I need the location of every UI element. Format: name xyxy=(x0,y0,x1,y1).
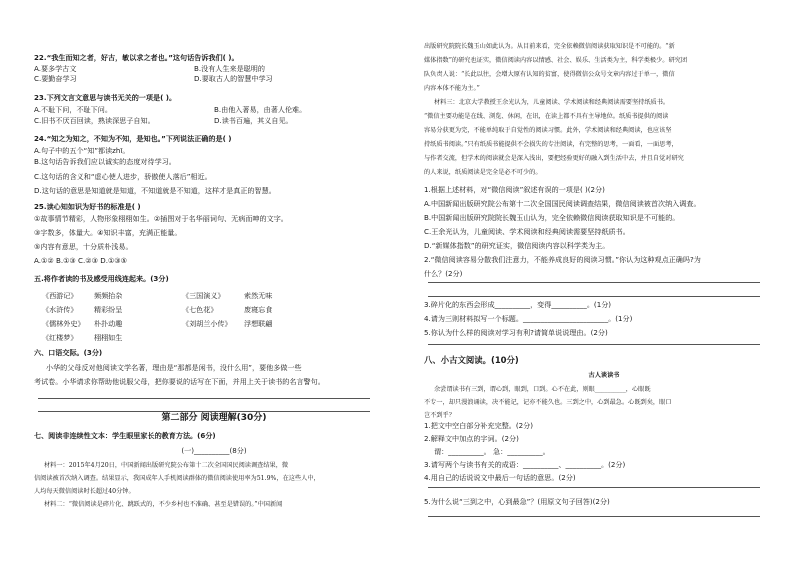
book-item: 《刘胡兰小传》 xyxy=(182,319,232,328)
book-item: 《水浒传》 xyxy=(42,305,78,314)
answer-line[interactable] xyxy=(428,344,760,345)
feeling-item: 废寝忘食 xyxy=(244,305,273,314)
q25-stem: 25.读心知如识为好书的标准是( ) xyxy=(34,202,141,211)
reading-q3: 3.碎片化的东西会形成__________，变得__________。(1分) xyxy=(424,300,612,309)
material-2-line1: 材料二：“微信阅读是碎片化、跳跃式的，不少乡村也不准确、甚至是错误的。”中国新闻 xyxy=(44,501,283,508)
section-6-para1: 小华的父母反对他阅读文学名著，理由是“那都是闲书，没什么用”，要他多做一些 xyxy=(46,363,302,372)
material-3-line3: 容易分获更为完，不能单纯取于自觉性的阅读习惯。此外，学术阅读和经典阅读，也应该坚 xyxy=(424,127,672,134)
passage-q2-answers[interactable]: 谓：__________。 急：__________。 xyxy=(434,447,550,456)
book-item: 《红楼梦》 xyxy=(42,333,78,342)
passage-line2: 不专一，却只漫浪诵读，决不能记，记亦不能久也。三到之中，心到最急。心既到矣，眼口 xyxy=(424,399,672,406)
reading-q1-option-d: D.“新媒体指数”的研究证实，微信阅读内容以科学类为主。 xyxy=(424,241,610,250)
section-6-title: 六、口语交际。(3分) xyxy=(34,348,103,357)
reading-q2-stem-cont: 什么？(2分) xyxy=(424,269,463,278)
reading-q1-option-a: A.中国新闻出版研究院公布第十二次全国国民阅读调查结果，微信阅读被首次纳入调查。 xyxy=(424,199,701,208)
q23-option-d: D.读书百遍，其义自见。 xyxy=(214,116,293,125)
passage-line1: 余尝谓读书有三到，谓心到，眼到，口到。心不在此，则眼__________，心眼既 xyxy=(434,386,651,393)
material-3-line5: 与作者交流，但学术的阅读就会是深入浅出，要把经验更好的融入到生活中去，并且自觉对研究 xyxy=(424,155,684,162)
material-2-line3: 媒体指数”的研究也证实，微信阅读内容以情感、社会、娱乐、生活类为主，科学类极少。研究团 xyxy=(424,57,688,64)
passage-q2: 2.解释文中加点的字词。(2分) xyxy=(424,434,519,443)
feeling-item: 栩栩如生 xyxy=(94,333,123,342)
material-3-line6: 的人来说，纸质阅读是完全是必不可少的。 xyxy=(424,169,542,176)
book-item: 《西游记》 xyxy=(42,291,78,300)
q25-line1: ①故事情节精彩，人物形象栩栩如生。②插图对于名华丽词句、无病而呻的文字。 xyxy=(34,214,288,223)
reading-q1-stem: 1.根据上述材料，对“微信阅读”叙述有误的一项是( )(2分) xyxy=(424,185,605,194)
feeling-item: 精彩纷呈 xyxy=(94,305,123,314)
section-8-title: 八、小古文阅读。(10分) xyxy=(424,355,519,365)
q24-stem: 24.“知之为知之，不知为不知，是知也。”下列说法正确的是( ) xyxy=(34,134,232,143)
q25-line3: ⑤内容有意思，十分质朴浅易。 xyxy=(34,242,133,251)
q22-option-c: C.要勤奋学习 xyxy=(34,74,77,83)
book-item: 《三国演义》 xyxy=(182,291,225,300)
reading-q1-option-c: C.王余光认为，儿童阅读、学术阅读和经典阅读需要坚持纸质书。 xyxy=(424,227,630,236)
reading-q1-option-b: B.中国新闻出版研究院院长魏玉山认为，完全依赖微信阅读获取知识是不可能的。 xyxy=(424,213,680,222)
q23-option-b: B.由他入著易，由著人伦难。 xyxy=(214,105,307,114)
passage-q4: 4.用自己的话说说文中最后一句话的意思。(2分) xyxy=(424,473,576,482)
material-1-line1: 材料一：2015年4月20日，中国新闻出版研究院公布第十二次全国国民阅读调查结果，微 xyxy=(44,462,289,469)
material-3-line4: 持纸质书阅读。”只有纸质书能提供不会损失的专注阅读，有完整的思考，一面看，一面思考， xyxy=(424,141,678,148)
feeling-item: 频频抬杂 xyxy=(94,291,123,300)
answer-line[interactable] xyxy=(428,516,760,517)
q24-option-b: B.这句话告诉我们应以诚实的态度对待学习。 xyxy=(34,157,176,166)
reading-q5: 5.你认为什么样的阅读对学习有利?请简单说说理由。(2分) xyxy=(424,328,608,337)
q22-option-d: D.要取古人的智慧中学习 xyxy=(194,74,273,83)
passage-line3: 岂不到乎？ xyxy=(424,412,455,419)
answer-line[interactable] xyxy=(38,398,370,399)
passage-q3: 3.请写两个与读书有关的成语：__________、__________。(2分) xyxy=(424,460,626,469)
feeling-item: 朴扑动趣 xyxy=(94,319,123,328)
part-2-title: 第二部分 阅读理解(30分) xyxy=(161,413,267,423)
material-3-line1: 材料三：北京大学教授王余光认为，儿童阅读、学术阅读和经典阅读需要坚持纸质书。 xyxy=(434,99,670,106)
reading-q2-stem: 2.“微信阅读容易分散我们注意力，不能养成良好的阅读习惯。”你认为这种观点正确吗?为 xyxy=(424,255,701,264)
section-7-title: 七、阅读非连续性文本：学生眼里家长的教育方法。(6分) xyxy=(34,431,216,440)
material-2-line2: 出版研究院院长魏玉山如此认为。从目前来看，完全依赖微信阅读获取知识是不可能的。“新 xyxy=(424,43,675,50)
feeling-item: 索然无味 xyxy=(244,291,273,300)
q25-options: A.①② B.①③ C.②③ D.①③⑤ xyxy=(34,256,128,265)
material-1-line2: 信阅读被首次纳入调查。结果显示，我国成年人手机阅读群体的微信阅读使用率为51.9%，在这些人中， xyxy=(34,475,320,482)
q23-stem: 23.下列文言文意思与读书无关的一项是( )。 xyxy=(34,93,177,102)
book-item: 《七色花》 xyxy=(182,305,218,314)
reading-q4: 4.请为三则材料拟写一个标题。________________________。(1分) xyxy=(424,314,633,323)
passage-q5: 5.为什么说“三到之中，心到最急”？(用原文句子回答)(2分) xyxy=(424,497,610,506)
q24-option-a: A.句子中的五个“知”都读zhī。 xyxy=(34,146,130,155)
q24-option-c: C.这句话的含义和“虚心使人进步，骄傲使人落后”相近。 xyxy=(34,172,212,181)
q23-option-c: C.旧书不厌百回读，熟读深思子自知。 xyxy=(34,116,155,125)
q22-option-b: B.没有人生来是聪明的 xyxy=(194,64,265,73)
book-item: 《儒林外史》 xyxy=(42,319,85,328)
q22-option-a: A.要多学古文 xyxy=(34,64,77,73)
section-6-para2: 考试卷。小华请求你帮助他说服父母，把你要说的话写在下面，并用上关于读书的名言警句。 xyxy=(34,377,325,386)
section-5-title: 五.将作者读的书及感受用线连起来。(3分) xyxy=(34,274,169,283)
material-2-line4: 队负责人说：“长此以往，会增大原有认知的贫富，使得微信公众号文章内容过于单一，微信 xyxy=(424,71,675,78)
material-2-line5: 内容本体不能为主。” xyxy=(424,85,480,92)
material-1-line3: 人均每天微信阅读时长超过40分钟。 xyxy=(34,488,135,495)
answer-line[interactable] xyxy=(428,296,760,297)
feeling-item: 浮想联翩 xyxy=(244,319,273,328)
q24-option-d: D.这句话的意思是知道就是知道，不知道就是不知道，这样才是真正的智慧。 xyxy=(34,186,276,195)
answer-line[interactable] xyxy=(428,282,760,283)
material-3-line2: “微信主要功能是在线、浏览、休闲，在讯，在读上都不具有主导地位。纸质书提供的阅读 xyxy=(424,113,669,120)
answer-line[interactable] xyxy=(428,487,760,488)
passage-title: 古人谈读书 xyxy=(588,372,620,379)
q22-stem: 22.“我生而知之者，好古，敏以求之者也。”这句话告诉我们( )。 xyxy=(34,53,239,62)
q25-line2: ③字数多，体量大。④知识丰富，充满正能量。 xyxy=(34,228,182,237)
q23-option-a: A.不耻下问，不耻下问。 xyxy=(34,105,112,114)
passage-q1: 1.把文中空白部分补充完整。(2分) xyxy=(424,421,534,430)
subsection-title: (一)__________(8分) xyxy=(181,446,247,455)
